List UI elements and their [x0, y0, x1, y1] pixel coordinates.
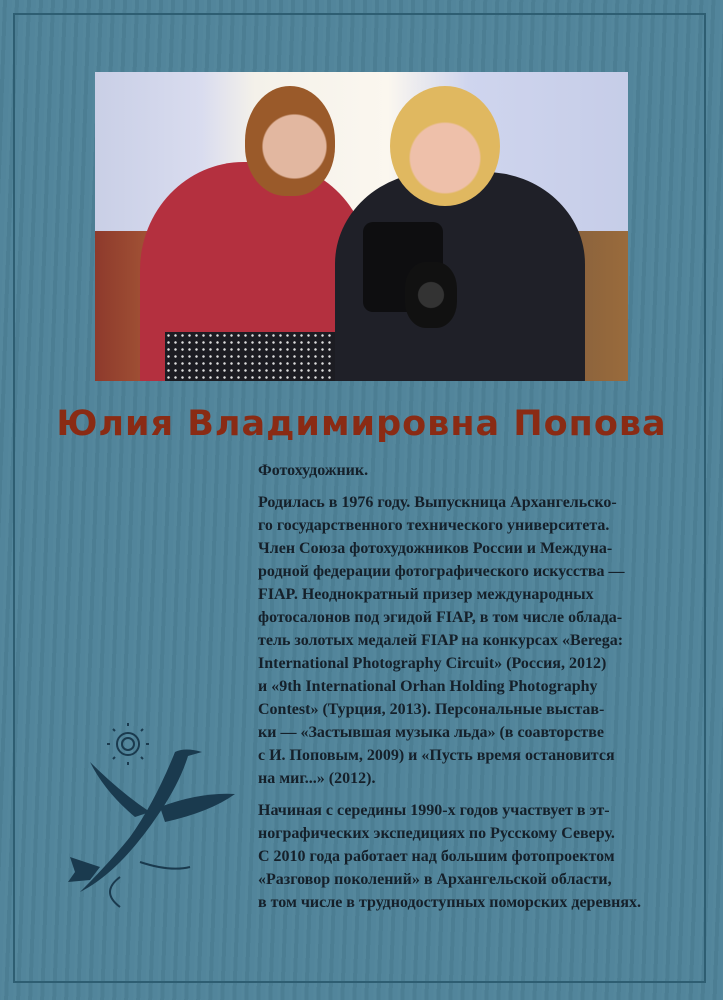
text-line: родной федерации фотографического искусства —	[258, 563, 625, 580]
text-line: «Разговор поколений» в Архангельской области,	[258, 871, 612, 888]
bird-ornament-icon	[60, 722, 240, 912]
camera-lens	[405, 262, 457, 328]
biography-text	[258, 459, 641, 923]
text-line: Contest» (Турция, 2013). Персональные выстав-	[258, 701, 605, 718]
photo-photographer-head	[390, 86, 500, 206]
text-line: в том числе в труднодоступных поморских деревнях.	[258, 894, 642, 911]
text-line: с И. Поповым, 2009) и «Пусть время остановится	[258, 747, 615, 764]
text-line: на миг...» (2012).	[258, 770, 376, 787]
portrait-photo	[95, 72, 628, 381]
text-line: тель золотых медалей FIAP на конкурсах «Berega:	[258, 632, 624, 649]
text-line: Начиная с середины 1990-х годов участвует в эт-	[258, 802, 610, 819]
paragraph	[258, 491, 641, 790]
text-line: фотосалонов под эгидой FIAP, в том числе облада-	[258, 609, 623, 626]
text-line: нографических экспедициях по Русскому Северу.	[258, 825, 615, 842]
text-line: С 2010 года работает над большим фотопроектом	[258, 848, 615, 865]
text-line: Фотохудожник.	[258, 462, 369, 479]
text-line: Родилась в 1976 году. Выпускница Архангельско-	[258, 494, 617, 511]
text-line: и «9th International Orhan Holding Photography	[258, 678, 598, 695]
photo-elderly-woman-head	[245, 86, 335, 196]
page-title: Юлия Владимировна Попова	[56, 404, 667, 444]
text-line: ки — «Застывшая музыка льда» (в соавторстве	[258, 724, 605, 741]
text-line: Член Союза фотохудожников России и Междуна-	[258, 540, 613, 557]
paragraph	[258, 799, 641, 914]
text-line: го государственного технического университета.	[258, 517, 610, 534]
text-line: International Photography Circuit» (Россия, 2012)	[258, 655, 607, 672]
text-line: FIAP. Неоднократный призер международных	[258, 586, 594, 603]
paragraph	[258, 459, 641, 482]
